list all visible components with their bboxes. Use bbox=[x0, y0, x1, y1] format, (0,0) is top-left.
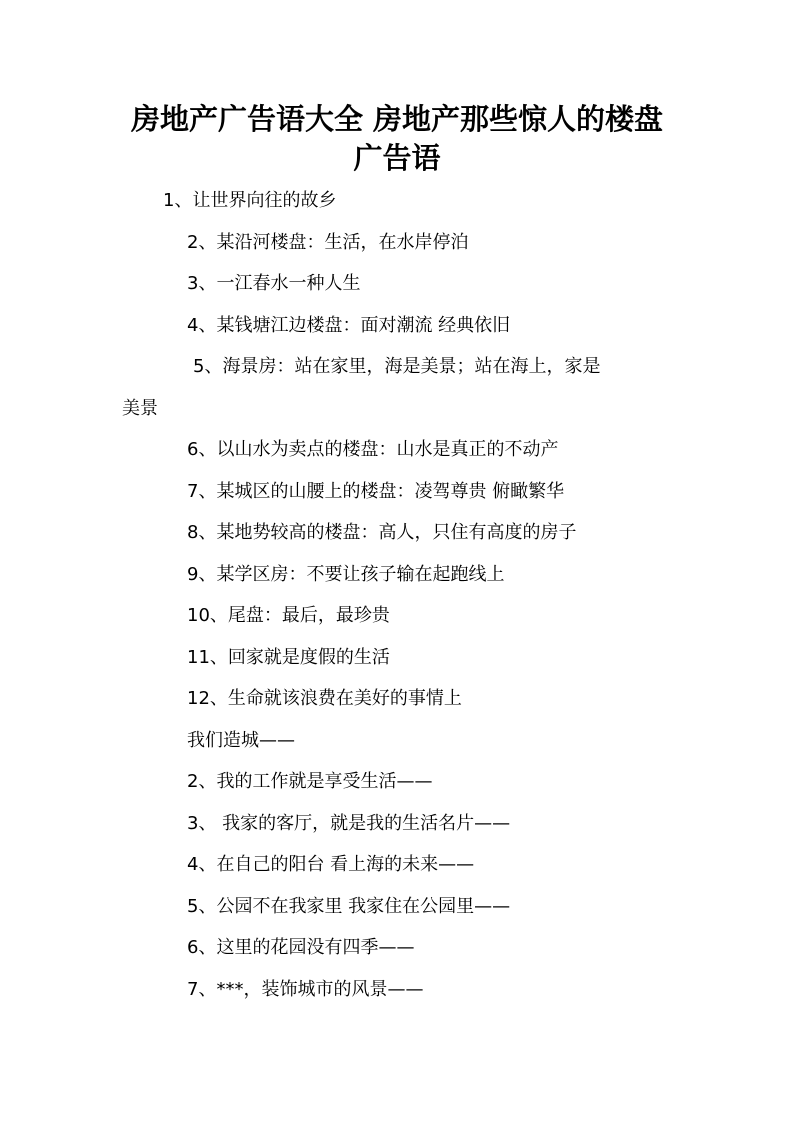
slogan-line-3: 3、一江春水一种人生 bbox=[187, 273, 361, 294]
slogan-line-16: 4、在自己的阳台 看上海的未来—— bbox=[187, 854, 475, 875]
document-title-line-1: 房地产广告语大全 房地产那些惊人的楼盘 bbox=[130, 102, 664, 136]
slogan-line-4: 4、某钱塘江边楼盘：面对潮流 经典依旧 bbox=[187, 315, 511, 336]
slogan-line-6: 6、以山水为卖点的楼盘：山水是真正的不动产 bbox=[187, 439, 559, 460]
slogan-line-9: 9、某学区房：不要让孩子输在起跑线上 bbox=[187, 564, 505, 585]
slogan-line-14: 2、我的工作就是享受生活—— bbox=[187, 771, 433, 792]
slogan-line-18: 6、这里的花园没有四季—— bbox=[187, 937, 415, 958]
slogan-line-7: 7、某城区的山腰上的楼盘：凌驾尊贵 俯瞰繁华 bbox=[187, 481, 565, 502]
slogan-line-10: 10、尾盘：最后，最珍贵 bbox=[187, 605, 390, 626]
slogan-line-12: 12、生命就该浪费在美好的事情上 bbox=[187, 688, 462, 709]
slogan-line-17: 5、公园不在我家里 我家住在公园里—— bbox=[187, 896, 511, 917]
slogan-line-5-continued: 美景 bbox=[122, 398, 158, 419]
slogan-line-1: 1、让世界向往的故乡 bbox=[163, 190, 337, 211]
slogan-line-5: 5、海景房：站在家里，海是美景；站在海上，家是 bbox=[193, 356, 601, 377]
slogan-line-13: 我们造城—— bbox=[187, 730, 295, 751]
slogan-line-11: 11、回家就是度假的生活 bbox=[187, 647, 390, 668]
slogan-line-2: 2、某沿河楼盘：生活，在水岸停泊 bbox=[187, 232, 469, 253]
document-title-line-2: 广告语 bbox=[353, 141, 441, 175]
slogan-line-15: 3、 我家的客厅，就是我的生活名片—— bbox=[187, 813, 511, 834]
slogan-line-19: 7、***，装饰城市的风景—— bbox=[187, 979, 424, 1000]
slogan-line-8: 8、某地势较高的楼盘：高人，只住有高度的房子 bbox=[187, 522, 577, 543]
